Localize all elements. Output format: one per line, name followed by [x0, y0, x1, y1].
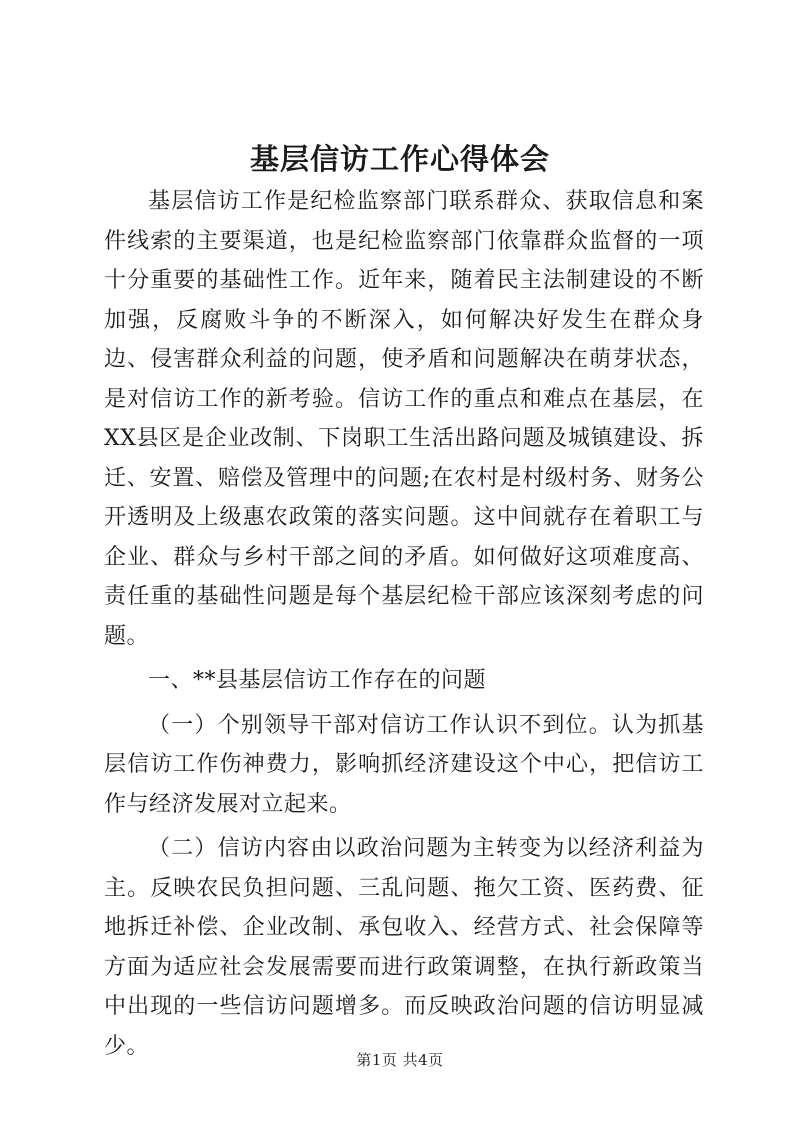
page-number: 第1页 共4页	[356, 1051, 444, 1069]
section-heading: 一、**县基层信访工作存在的问题	[148, 668, 487, 693]
subsection-paragraph-2: （二）信访内容由以政治问题为主转变为以经济利益为主。反映农民负担问题、三乱问题、拖欠工资、医药费、征地拆迁补偿、企业改制、承包收入、经营方式、社会保障等方面为适应社会发展需要而进行政策调整，在执行新政策当中出现的一些信访问题增多。而反映政治问题的信访明显减少。	[104, 836, 704, 1059]
document-body	[104, 182, 704, 1066]
intro-paragraph: 基层信访工作是纪检监察部门联系群众、获取信息和案件线索的主要渠道，也是纪检监察部门依靠群众监督的一项十分重要的基础性工作。近年来，随着民主法制建设的不断加强，反腐败斗争的不断深入，如何解决好发生在群众身边、侵害群众利益的问题，使矛盾和问题解决在萌芽状态，是对信访工作的新考验。信访工作的重点和难点在基层，在XX县区是企业改制、下岗职工生活出路问题及城镇建设、拆迁、安置、赔偿及管理中的问题;在农村是村级村务、财务公开透明及上级惠农政策的落实问题。这中间就存在着职工与企业、群众与乡村干部之间的矛盾。如何做好这项难度高、责任重的基础性问题是每个基层纪检干部应该深刻考虑的问题。	[104, 189, 704, 649]
subsection-paragraph-1: （一）个别领导干部对信访工作认识不到位。认为抓基层信访工作伤神费力，影响抓经济建设这个中心，把信访工作与经济发展对立起来。	[104, 712, 704, 817]
document-title: 基层信访工作心得体会	[249, 142, 550, 176]
